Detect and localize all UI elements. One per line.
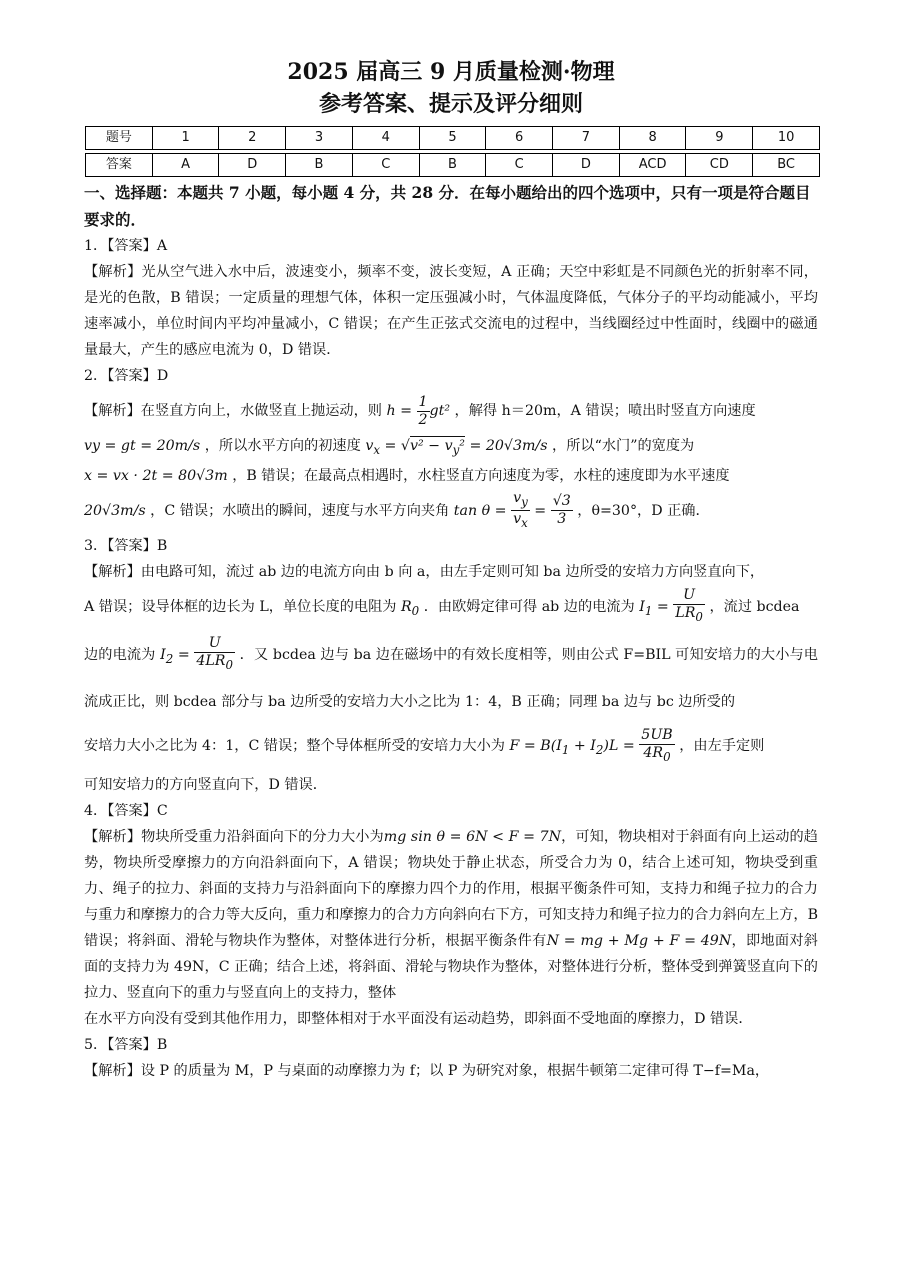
q2-text-2: ，解得 h＝20m，A 错误；喷出时竖直方向速度 [454, 403, 756, 419]
question-number: 10 [753, 127, 820, 150]
formula-x: x = vx · 2t = 80√3m [84, 467, 228, 484]
formula-n: N = mg + Mg + F = 49N [546, 933, 732, 950]
answer-cell: BC [753, 154, 820, 177]
q2-text-5: ，B 错误；在最高点相遇时，水柱竖直方向速度为零，水柱的速度即为水平速度 [232, 467, 730, 484]
question-number: 4 [352, 127, 419, 150]
formula-vy: vy = gt = 20m/s [84, 438, 201, 454]
q3-explanation-line2 [84, 585, 818, 633]
q3-text-8: ，由左手定则 [679, 738, 765, 755]
answer-cell: CD [686, 154, 753, 177]
q3-text-6: ．又 bcdea 边与 ba 边在磁场中的有效长度相等，则由公式 F=BIL 可知安培力的大小与电流成正比，则 bcdea 部分与 ba 边所受的安培力大小之比为 1：4，B 正确；同理 ba 边与 bc 边所受的 [84, 646, 818, 711]
formula-h: h = $\frac{1}{2}$ gt² [386, 393, 451, 428]
q3-explanation-line3 [84, 633, 818, 725]
answer-table-answer-row [86, 154, 820, 177]
q4-explanation [84, 824, 818, 1006]
q1-explanation: 【解析】光从空气进入水中后，波速变小，频率不变，波长变短，A 正确；天空中彩虹是不同颜色光的折射率不同，是光的色散，B 错误；一定质量的理想气体，体积一定压强减小时，气体温度降低，气体分子的平均动能减小，平均速率减小，单位时间内平均冲量减小，C 错误；在产生正弦式交流电的过程中，当线圈经过中性面时，线圈中的磁通量最大，产生的感应电流为 0，D 错误． [84, 264, 818, 358]
answer-cell: C [352, 154, 419, 177]
answer-cell: ACD [619, 154, 686, 177]
question-number: 2 [219, 127, 286, 150]
q5-answer-line: 5．【答案】B [84, 1037, 168, 1054]
q2-explanation-line2 [84, 433, 818, 463]
q3-text-4: ，流过 bcdea [709, 598, 800, 615]
q3-text-5: 边的电流为 [84, 646, 156, 663]
q2-text-1: 【解析】在竖直方向上，水做竖直上抛运动，则 [84, 403, 382, 419]
q3-explanation-line5: 可知安培力的方向竖直向下，D 错误． [84, 777, 327, 794]
formula-v: 20√3m/s [84, 502, 146, 519]
q4-text-1: 【解析】物块所受重力沿斜面向下的分力大小为 [84, 829, 384, 846]
question-number: 6 [486, 127, 553, 150]
row-label-number: 题号 [86, 127, 153, 150]
formula-mg-sin: mg sin θ = 6N < F = 7N [383, 829, 562, 846]
document-subtitle: 参考答案、提示及评分细则 [318, 91, 583, 117]
answer-cell: B [419, 154, 486, 177]
q4-answer-line: 4．【答案】C [84, 803, 168, 820]
formula-r0: $R_0$ [400, 598, 420, 618]
document-title: 2025 届高三 9 月质量检测·物理 [287, 59, 615, 85]
question-number: 8 [619, 127, 686, 150]
section-heading: 一、选择题：本题共 7 小题，每小题 4 分，共 28 分．在每小题给出的四个选项中，只有一项是符合题目要求的． [84, 183, 811, 229]
q2-text-3: ，所以水平方向的初速度 [204, 438, 361, 454]
question-number: 1 [152, 127, 219, 150]
q3-text-2: A 错误；设导体框的边长为 L，单位长度的电阻为 [84, 598, 397, 615]
q2-explanation-line4 [84, 489, 818, 533]
formula-i2: $I_2$ = $\frac{U}{4LR_0}$ [160, 635, 234, 673]
q4-explanation-tail: 在水平方向没有受到其他作用力，即整体相对于水平面没有运动趋势，即斜面不受地面的摩擦力，D 错误． [84, 1011, 753, 1028]
answer-table [85, 126, 820, 177]
answer-table-number-row [86, 127, 820, 150]
question-number: 7 [553, 127, 620, 150]
q3-explanation-line1: 【解析】由电路可知，流过 ab 边的电流方向由 b 向 a，由左手定则可知 ba 边所受的安培力方向竖直向下， [84, 563, 765, 580]
q1-answer-line: 1．【答案】A [84, 238, 168, 254]
q3-text-7: 安培力大小之比为 4：1，C 错误；整个导体框所受的安培力大小为 [84, 738, 505, 755]
formula-tan: tan θ = $\frac{v_y}{v_x}$ = $\frac{√3}{3}$ [453, 489, 571, 531]
q4-text-2: ，可知，物块相对于斜面有向上运动的趋势，物块所受摩擦力的方向沿斜面向下，A 错误；物块处于静止状态，所受合力为 0，结合上述可知，物块受到重力、绳子的拉力、斜面的支持力与沿斜面向下的摩擦力四个力的作用，根据平衡条件可知，支持力和绳子拉力的合力与重力和摩擦力的合力等大反向，重力和摩擦力的合力方向斜向右下方，可知支持力和绳子拉力的合力斜向左上方，B 错误；将斜面、滑轮与物块作为整体，对整体进行分析，根据平衡条件有 [84, 829, 818, 950]
q2-explanation-line3 [84, 463, 818, 489]
formula-i1: $I_1$ = $\frac{U}{LR_0}$ [639, 587, 703, 625]
answer-cell: D [219, 154, 286, 177]
q3-text-3: ．由欧姆定律可得 ab 边的电流为 [423, 598, 635, 615]
answer-cell: B [286, 154, 353, 177]
q4-text-3: ，即地面对斜面的支持力为 49N，C 正确；结合上述，将斜面、滑轮与物块作为整体，对整体进行分析，整体受到弹簧竖直向下的拉力、竖直向下的重力与竖直向上的支持力，整体 [84, 933, 818, 1002]
q2-text-6: ，C 错误；水喷出的瞬间，速度与水平方向夹角 [150, 502, 450, 519]
q2-text-7: ，θ=30°，D 正确． [577, 502, 710, 519]
question-number: 5 [419, 127, 486, 150]
answer-cell: A [152, 154, 219, 177]
q2-explanation-line1 [84, 389, 818, 433]
question-number: 3 [286, 127, 353, 150]
q2-text-4: ，所以“水门”的宽度为 [552, 438, 695, 454]
formula-vx: $v_x = √v^2 - v_y^2 = 20√3m/s$ [365, 438, 548, 457]
answer-cell: C [486, 154, 553, 177]
q5-explanation: 【解析】设 P 的质量为 M，P 与桌面的动摩擦力为 f；以 P 为研究对象，根据牛顿第二定律可得 T−f=Ma， [84, 1063, 770, 1080]
q3-explanation-line4 [84, 724, 818, 772]
q2-answer-line: 2．【答案】D [84, 368, 169, 384]
answer-cell: D [553, 154, 620, 177]
formula-f: $F = B(I_1 + I_2)L$ = $\frac{5UB}{4R_0}$ [509, 727, 673, 764]
q3-answer-line: 3．【答案】B [84, 537, 168, 554]
row-label-answer: 答案 [86, 154, 153, 177]
question-number: 9 [686, 127, 753, 150]
